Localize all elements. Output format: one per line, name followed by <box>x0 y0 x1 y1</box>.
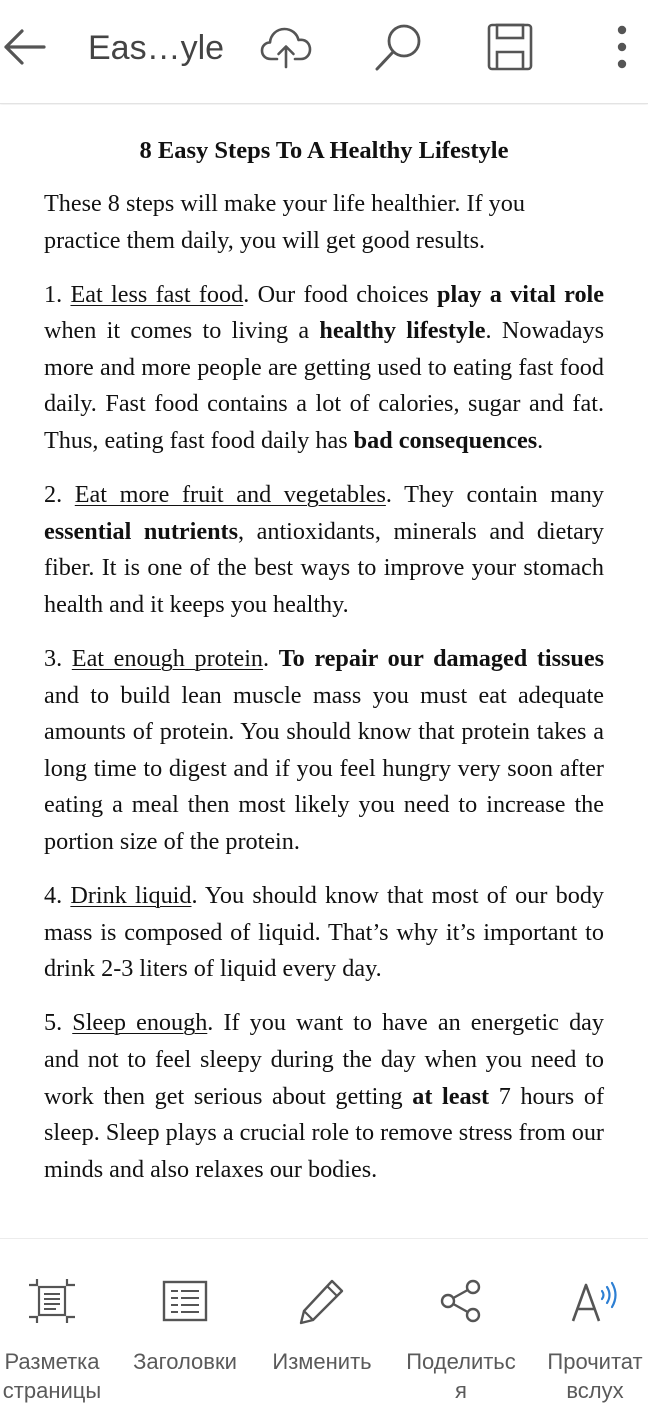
step-paragraph-4 <box>44 878 604 988</box>
headings-icon <box>155 1275 215 1327</box>
step-number: 3. <box>44 645 72 673</box>
pencil-icon <box>292 1275 352 1327</box>
step-heading: Sleep enough <box>72 1009 208 1037</box>
share-icon <box>431 1275 491 1327</box>
edit-label: Изменить <box>272 1349 372 1374</box>
read-aloud-icon <box>565 1275 625 1327</box>
step-heading: Eat enough protein <box>71 645 264 673</box>
document-content <box>44 133 604 1206</box>
step-text: . Our food choices <box>243 280 438 308</box>
page-layout-button[interactable] <box>0 1239 118 1404</box>
step-bold-text: To repair our damaged tissues <box>278 645 605 673</box>
page-layout-label: Разметка страницы <box>2 1349 102 1403</box>
step-heading: Eat more fruit and vegetables <box>74 481 386 509</box>
step-text: . Nowadays more and more people are getting used to eating fast food daily. Fast food contains a lot of calories, sugar and fat. Thus, eating fast food daily has <box>44 317 604 455</box>
top-toolbar <box>0 0 648 104</box>
step-paragraph-2 <box>44 477 604 623</box>
share-button[interactable] <box>394 1239 528 1404</box>
intro-paragraph: These 8 steps will make your life healthier. If you practice them daily, you will get good results. <box>44 190 525 254</box>
document-view[interactable] <box>0 105 648 1238</box>
step-bold-text: healthy lifestyle <box>319 317 486 345</box>
more-vertical-icon <box>612 24 632 70</box>
step-text: . <box>263 645 279 673</box>
step-bold-text: essential nutrients <box>44 517 238 545</box>
cloud-upload-icon <box>259 25 313 69</box>
step-text: , antioxidants, minerals and dietary fiber. It is one of the best ways to improve your stomach health and it keeps you healthy. <box>44 517 604 618</box>
doc-heading: 8 Easy Steps To A Healthy Lifestyle <box>139 137 509 164</box>
step-bold-text: play a vital role <box>437 280 605 308</box>
step-text: . They contain many <box>385 481 604 509</box>
step-heading: Eat less fast food <box>70 280 244 308</box>
search-icon <box>373 21 425 73</box>
step-text: and to build lean muscle mass you must eat adequate amounts of protein. You should know that protein takes a long time to digest and if you feel hungry very soon after eating a meal then most likely you need to increase the portion size of the protein. <box>44 681 604 855</box>
back-arrow-icon <box>2 24 48 70</box>
step-number: 2. <box>44 481 75 509</box>
share-label: Поделитьс я <box>406 1349 516 1403</box>
step-paragraph-3 <box>44 641 604 861</box>
cloud-upload-button[interactable] <box>258 22 314 72</box>
step-bold-text: at least <box>412 1082 490 1110</box>
save-icon <box>486 22 534 72</box>
document-title: Eas…yle <box>88 29 225 67</box>
save-button[interactable] <box>484 20 536 74</box>
edit-button[interactable] <box>256 1239 388 1404</box>
step-number: 1. <box>44 280 71 308</box>
step-number: 5. <box>44 1009 73 1037</box>
step-text: 7 hours of sleep. Sleep plays a crucial role to remove stress from our minds and also relaxes our bodies. <box>44 1082 604 1183</box>
step-paragraph-5 <box>44 1005 604 1188</box>
step-text: . You should know that most of our body mass is composed of liquid. That’s why it’s important to drink 2-3 liters of liquid every day. <box>44 882 605 983</box>
step-number: 4. <box>44 882 71 910</box>
headings-label: Заголовки <box>133 1349 237 1374</box>
search-button[interactable] <box>372 20 426 74</box>
step-paragraph-1 <box>44 277 604 460</box>
step-heading: Drink liquid <box>70 882 192 910</box>
back-button[interactable] <box>0 22 50 72</box>
read-aloud-label: Прочитат вслух <box>547 1349 643 1403</box>
more-options-button[interactable] <box>604 20 640 74</box>
step-text: . <box>537 427 544 455</box>
page-layout-icon <box>22 1275 82 1327</box>
step-text: . If you want to have an energetic day and not to feel sleepy during the day when you need to work then get serious about getting <box>44 1009 604 1110</box>
step-bold-text: bad consequences <box>353 427 538 455</box>
bottom-toolbar <box>0 1238 648 1404</box>
read-aloud-button[interactable] <box>530 1239 648 1404</box>
headings-button[interactable] <box>118 1239 252 1404</box>
step-text: when it comes to living a <box>44 317 320 345</box>
